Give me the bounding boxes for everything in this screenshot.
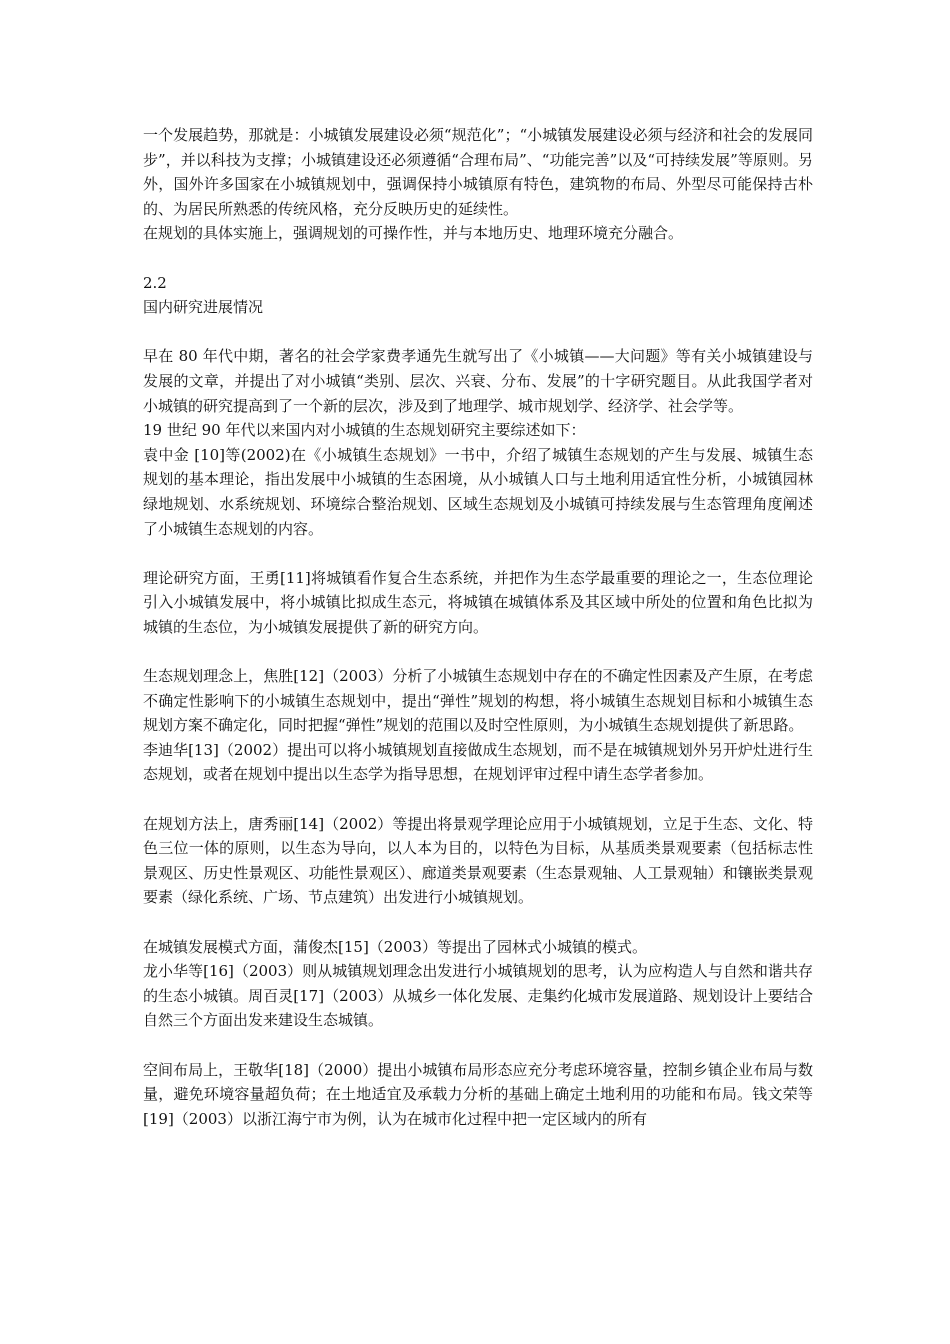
blank-line	[143, 910, 813, 935]
paragraph-long-xiaohua: 龙小华等[16]（2003）则从城镇规划理念出发进行小城镇规划的思考，认为应构造人与自然和谐共存的生态小城镇。周百灵[17]（2003）从城乡一体化发展、走集约化城市发展道路、规划设计上要结合自然三个方面出发来建设生态城镇。	[143, 962, 813, 1030]
paragraph-development-mode: 在城镇发展模式方面，蒲俊杰[15]（2003）等提出了园林式小城镇的模式。	[143, 937, 647, 956]
blank-line	[143, 320, 813, 345]
paragraph-theory: 理论研究方面，王勇[11]将城镇看作复合生态系统，并把作为生态学最重要的理论之一，生态位理论引入小城镇发展中，将小城镇比拟成生态元，将城镇在城镇体系及其区域中所处的位置和角色比拟为城镇的生态位，为小城镇发展提供了新的研究方向。	[143, 568, 813, 636]
blank-line	[143, 639, 813, 664]
paragraph-planning-method: 在规划方法上，唐秀丽[14]（2002）等提出将景观学理论应用于小城镇规划，立足于生态、文化、特色三位一体的原则，以生态为导向，以人本为目的，以特色为目标，从基质类景观要素（包括标志性景观区、历史性景观区、功能性景观区）、廊道类景观要素（生态景观轴、人工景观轴）和镶嵌类景观要素（绿化系统、广场、节点建筑）出发进行小城镇规划。	[143, 814, 813, 907]
paragraph-li-dihua: 李迪华[13]（2002）提出可以将小城镇规划直接做成生态规划，而不是在城镇规划外另开炉灶进行生态规划，或者在规划中提出以生态学为指导思想，在规划评审过程中请生态学者参加。	[143, 740, 813, 784]
document-page	[143, 123, 813, 1131]
paragraph-spatial-layout: 空间布局上，王敬华[18]（2000）提出小城镇布局形态应充分考虑环境容量，控制乡镇企业布局与数量，避免环境容量超负荷；在土地适宜及承载力分析的基础上确定土地利用的功能和布局。钱文荣等[19]（2003）以浙江海宁市为例，认为在城市化过程中把一定区域内的所有	[143, 1060, 813, 1128]
paragraph-planning-concept: 生态规划理念上，焦胜[12]（2003）分析了小城镇生态规划中存在的不确定性因素及产生原，在考虑不确定性影响下的小城镇生态规划中，提出“弹性”规划的构想，将小城镇生态规划目标和小城镇生态规划方案不确定化，同时把握“弹性”规划的范围以及时空性原则，为小城镇生态规划提供了新思路。	[143, 667, 813, 735]
blank-line	[143, 1033, 813, 1058]
blank-line	[143, 541, 813, 566]
blank-line	[143, 246, 813, 271]
blank-line	[143, 787, 813, 812]
paragraph-fei-xiaotong: 早在 80 年代中期，著名的社会学家费孝通先生就写出了《小城镇——大问题》等有关小城镇建设与发展的文章，并提出了对小城镇“类别、层次、兴衰、分布、发展”的十字研究题目。从此我国学者对小城镇的研究提高到了一个新的层次，涉及到了地理学、城市规划学、经济学、社会学等。	[143, 347, 813, 415]
paragraph-trend: 一个发展趋势，那就是：小城镇发展建设必须“规范化”；“小城镇发展建设必须与经济和社会的发展同步”，并以科技为支撑；小城镇建设还必须遵循“合理布局”、“功能完善”以及“可持续发展”等原则。另外，国外许多国家在小城镇规划中，强调保持小城镇原有特色，建筑物的布局、外型尽可能保持古朴的、为居民所熟悉的传统风格，充分反映历史的延续性。	[143, 126, 813, 218]
section-title: 国内研究进展情况	[143, 298, 264, 317]
paragraph-implementation: 在规划的具体实施上，强调规划的可操作性，并与本地历史、地理环境充分融合。	[143, 224, 684, 243]
paragraph-review-intro: 19 世纪 90 年代以来国内对小城镇的生态规划研究主要综述如下：	[143, 421, 586, 440]
paragraph-yuan-zhongjin: 袁中金 [10]等(2002)在《小城镇生态规划》一书中，介绍了城镇生态规划的产生与发展、城镇生态规划的基本理论，指出发展中小城镇的生态困境，从小城镇人口与土地利用适宜性分析，小城镇园林绿地规划、水系统规划、环境综合整治规划、区域生态规划及小城镇可持续发展与生态管理角度阐述了小城镇生态规划的内容。	[143, 445, 813, 538]
section-number: 2.2	[143, 273, 167, 292]
